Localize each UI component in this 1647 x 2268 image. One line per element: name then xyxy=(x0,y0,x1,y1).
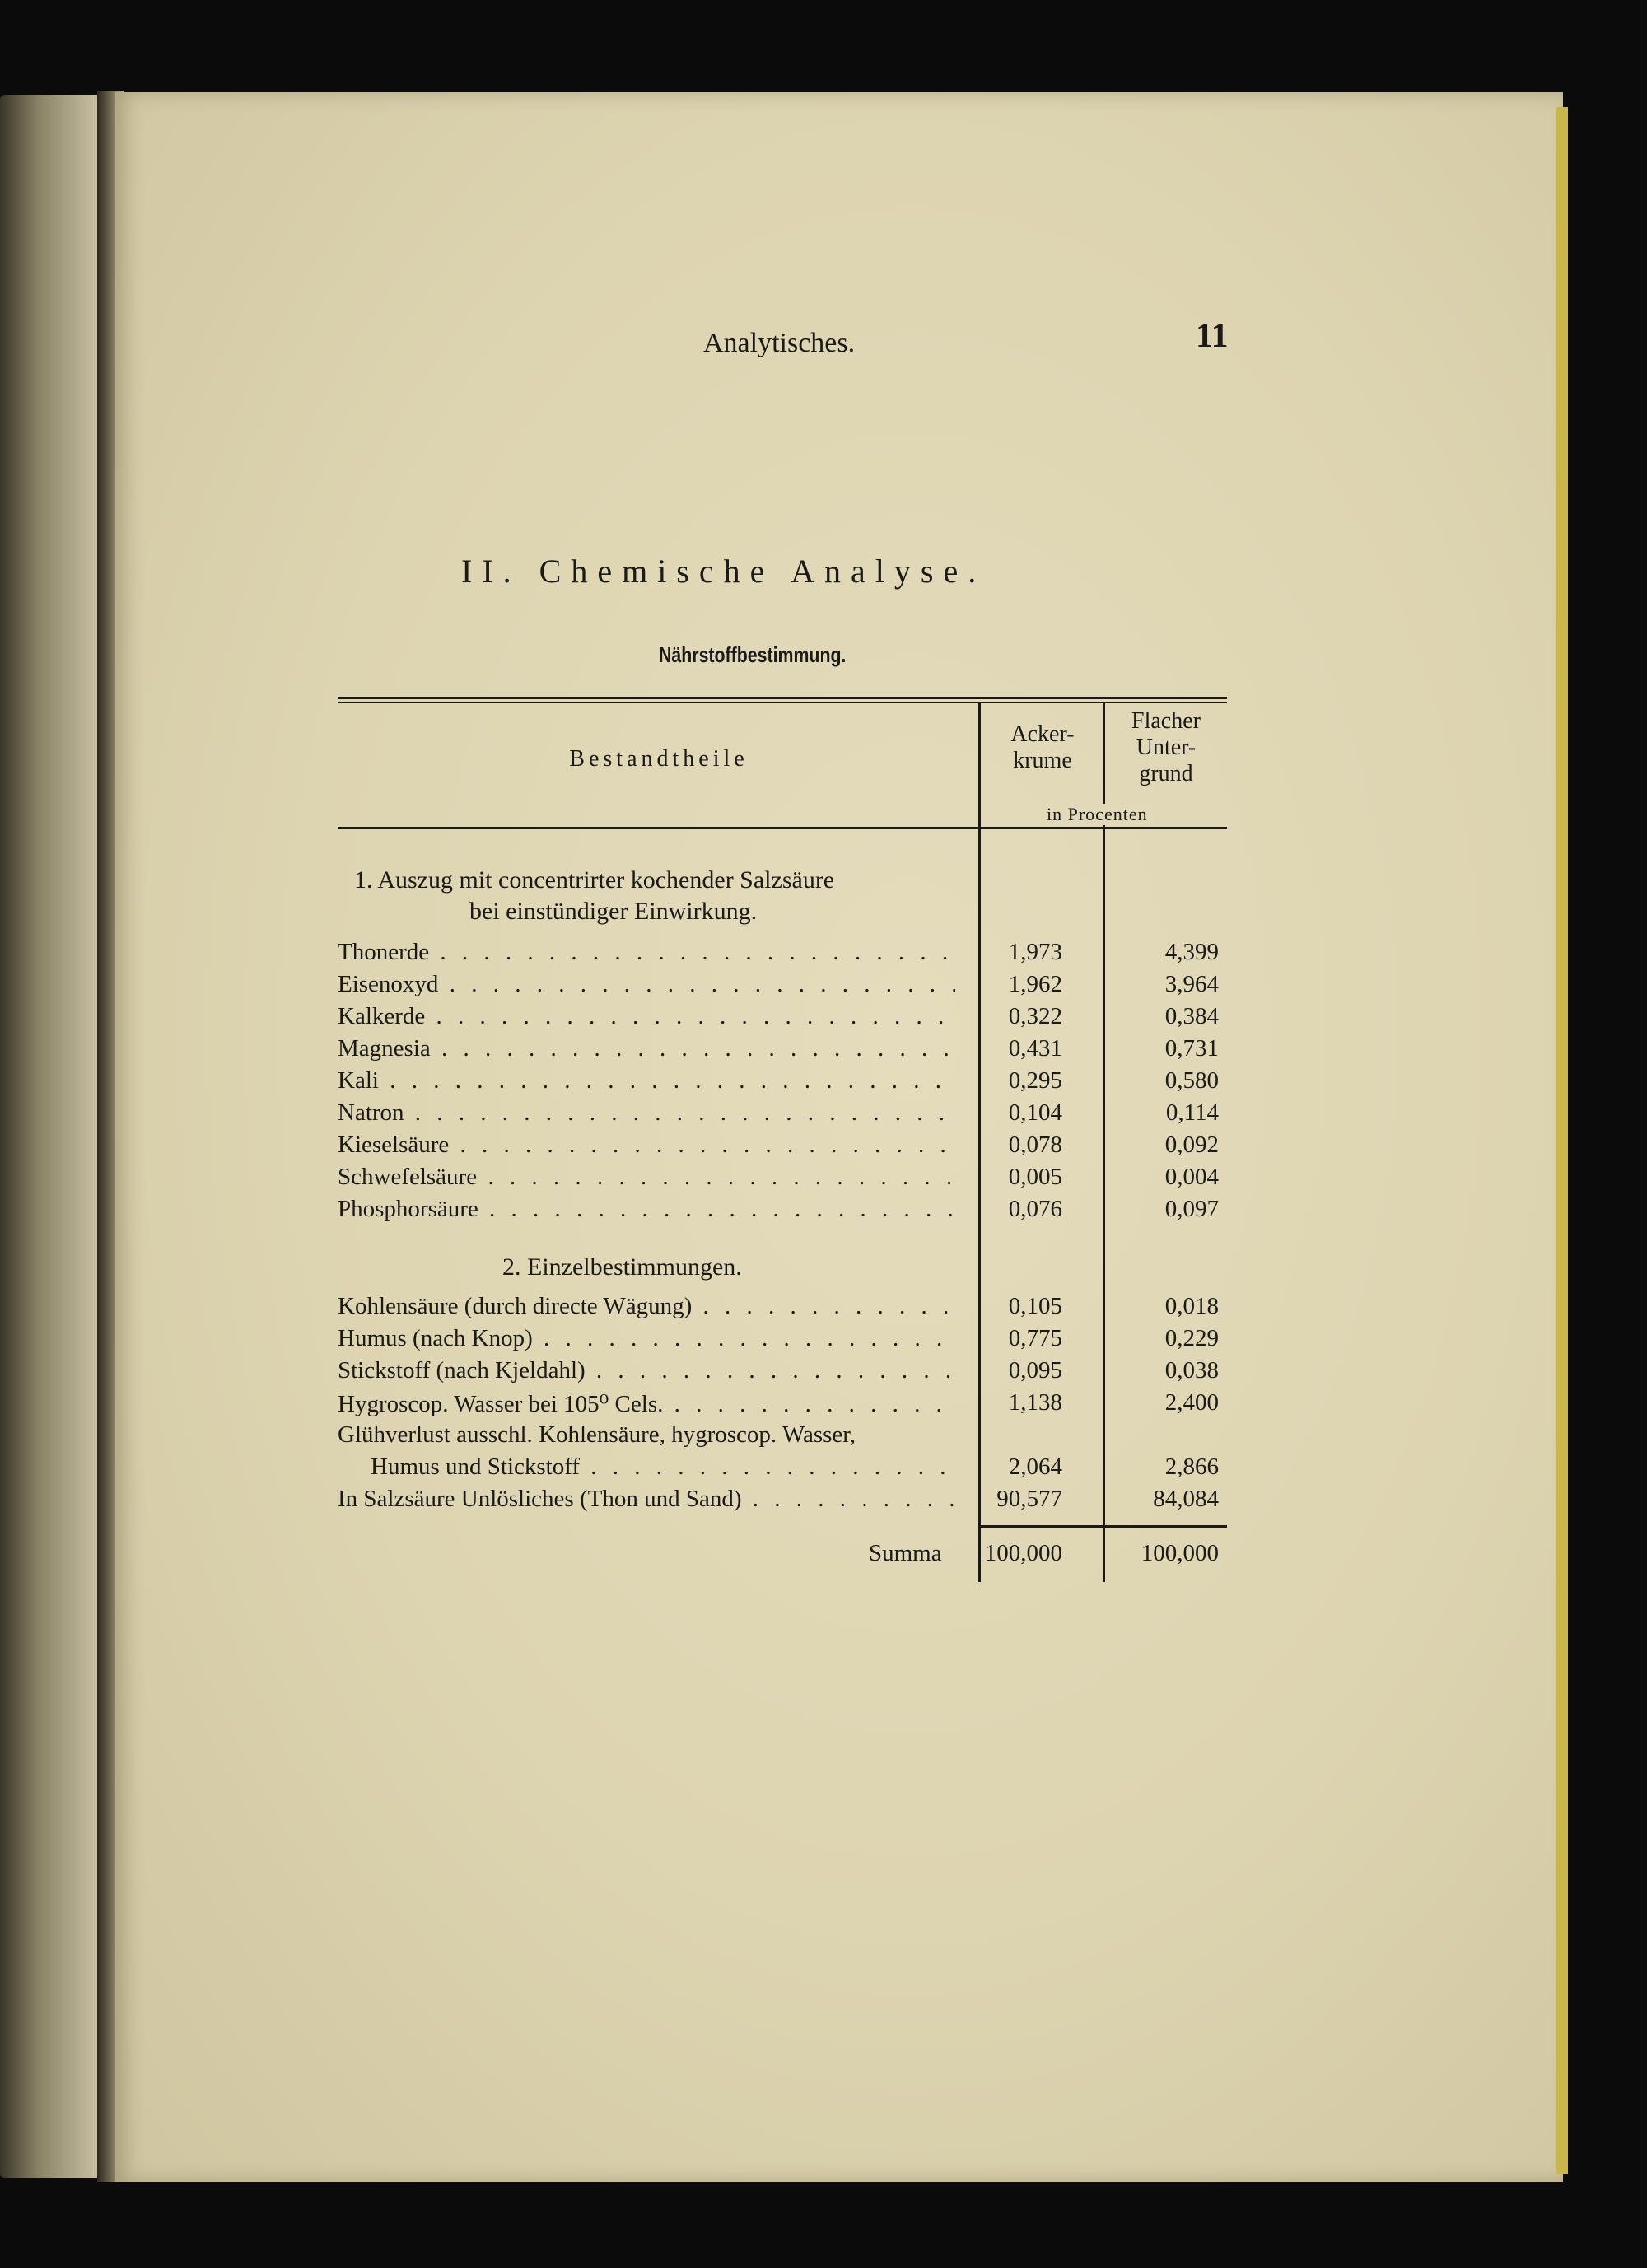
value-untergrund: 0,092 xyxy=(1164,1132,1219,1158)
row-label: Kali . . . xyxy=(338,1067,955,1094)
table-row xyxy=(338,1357,1227,1388)
value-ackerkrume: 0,095 xyxy=(1008,1357,1062,1384)
value-untergrund: 2,400 xyxy=(1164,1389,1219,1416)
row-label: Natron . . . xyxy=(338,1099,955,1127)
table-row xyxy=(338,939,1227,970)
table-row xyxy=(338,1196,1227,1227)
value-untergrund: 0,580 xyxy=(1164,1067,1219,1094)
value-untergrund: 3,964 xyxy=(1164,971,1219,997)
row-label: Hygroscop. Wasser bei 105⁰ Cels. . . . xyxy=(338,1389,955,1418)
value-untergrund: 0,731 xyxy=(1164,1035,1219,1062)
table-row xyxy=(338,1389,1227,1421)
subtitle: Nährstoffbestimmung. xyxy=(659,642,847,667)
value-untergrund: 0,018 xyxy=(1164,1293,1219,1319)
row-label: Kalkerde . . . xyxy=(338,1003,955,1030)
row-label: Phosphorsäure . . . xyxy=(338,1196,955,1223)
value-ackerkrume: 0,295 xyxy=(1008,1067,1062,1094)
value-ackerkrume: 1,973 xyxy=(1008,939,1062,965)
row-label: Humus (nach Knop) . . . xyxy=(338,1325,955,1352)
value-ackerkrume: 1,138 xyxy=(1008,1389,1062,1416)
row-label: Eisenoxyd . . . xyxy=(338,971,955,998)
value-ackerkrume: 0,431 xyxy=(1008,1035,1062,1062)
table-row xyxy=(338,1035,1227,1066)
table-top-rule xyxy=(338,697,1227,699)
table-row xyxy=(338,1293,1227,1324)
value-ackerkrume: 0,105 xyxy=(1008,1293,1062,1319)
value-ackerkrume: 0,078 xyxy=(1008,1132,1062,1158)
running-head xyxy=(642,316,1229,366)
table-row xyxy=(338,1067,1227,1099)
value-ackerkrume: 0,104 xyxy=(1008,1099,1062,1126)
row-label: Kohlensäure (durch directe Wägung) . . . xyxy=(338,1293,955,1320)
value-untergrund: 4,399 xyxy=(1164,939,1219,965)
unit-label: in Procenten xyxy=(1042,804,1153,825)
value-ackerkrume: 0,076 xyxy=(1008,1196,1062,1222)
summa-label: Summa xyxy=(869,1540,942,1566)
table-top-rule-thin xyxy=(338,702,1227,703)
column-header-untergrund-line3: grund xyxy=(1139,761,1193,786)
value-ackerkrume: 90,577 xyxy=(996,1486,1062,1512)
row-label: Stickstoff (nach Kjeldahl) . . . xyxy=(338,1357,955,1384)
row-label: Schwefelsäure . . . xyxy=(338,1164,955,1191)
left-page-edge xyxy=(0,95,99,2178)
row-label: Thonerde . . . xyxy=(338,939,955,966)
value-untergrund: 84,084 xyxy=(1153,1486,1219,1512)
row-label: Kieselsäure . . . xyxy=(338,1132,955,1159)
table-row xyxy=(338,1003,1227,1034)
summa-row xyxy=(338,1540,1227,1571)
value-untergrund: 2,866 xyxy=(1164,1454,1219,1480)
section-title: II. Chemische Analyse. xyxy=(461,553,987,590)
column-header-ackerkrume-line2: krume xyxy=(1013,748,1072,773)
table-row xyxy=(338,971,1227,1002)
nutrient-table xyxy=(338,697,1227,1582)
page-number: 11 xyxy=(1196,317,1229,355)
value-untergrund: 0,004 xyxy=(1164,1164,1219,1190)
column-header-ackerkrume xyxy=(985,721,1100,774)
value-ackerkrume: 1,962 xyxy=(1008,971,1062,997)
summa-ackerkrume: 100,000 xyxy=(984,1540,1062,1566)
header-bottom-rule xyxy=(338,827,1227,829)
value-untergrund: 0,097 xyxy=(1164,1196,1219,1222)
group2-heading: 2. Einzelbestimmungen. xyxy=(502,1253,742,1281)
row-label: Magnesia . . . xyxy=(338,1035,955,1062)
table-row xyxy=(338,1132,1227,1163)
group1-heading-line2: bei einstündiger Einwirkung. xyxy=(469,898,758,925)
page-edge-yellow xyxy=(1556,107,1568,2174)
table-row xyxy=(338,1421,1227,1453)
table-row xyxy=(338,1486,1227,1517)
value-untergrund: 0,038 xyxy=(1164,1357,1219,1384)
value-untergrund: 0,229 xyxy=(1164,1325,1219,1351)
value-ackerkrume: 0,005 xyxy=(1008,1164,1062,1190)
group1-heading-line1: 1. Auszug mit concentrirter kochender Salzsäure xyxy=(354,866,835,894)
table-row xyxy=(338,1325,1227,1356)
column-header-ackerkrume-line1: Acker- xyxy=(1010,721,1075,747)
table-row xyxy=(338,1164,1227,1195)
row-label: In Salzsäure Unlösliches (Thon und Sand) . . . xyxy=(338,1486,955,1513)
table-row xyxy=(338,1099,1227,1131)
row-label: Glühverlust ausschl. Kohlensäure, hygroscop. Wasser, xyxy=(338,1421,856,1448)
value-ackerkrume: 0,322 xyxy=(1008,1003,1062,1029)
sum-rule xyxy=(980,1525,1227,1528)
value-untergrund: 0,114 xyxy=(1165,1099,1219,1126)
value-ackerkrume: 0,775 xyxy=(1008,1325,1062,1351)
running-title: Analytisches. xyxy=(703,328,856,358)
column-header-untergrund-line2: Unter- xyxy=(1136,735,1197,760)
column-header-bestandtheile: Bestandtheile xyxy=(569,746,749,772)
column-header-untergrund-line1: Flacher xyxy=(1131,708,1201,734)
summa-untergrund: 100,000 xyxy=(1141,1540,1219,1566)
value-untergrund: 0,384 xyxy=(1164,1003,1219,1029)
value-ackerkrume: 2,064 xyxy=(1008,1454,1062,1480)
column-header-untergrund xyxy=(1108,708,1224,787)
row-label: Humus und Stickstoff . . . xyxy=(338,1454,955,1481)
table-row xyxy=(338,1454,1227,1485)
